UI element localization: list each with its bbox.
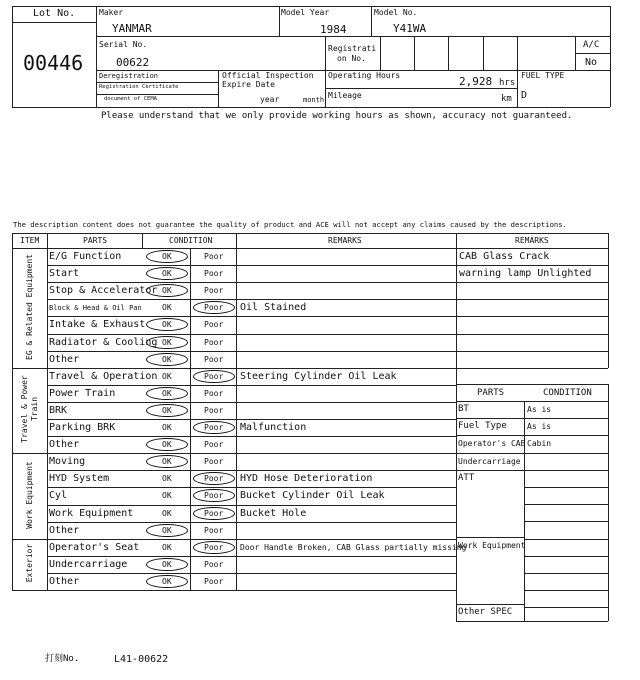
serial-label: Serial No. [99,40,148,49]
model-year-label: Model Year [281,8,330,17]
poor-option[interactable]: Poor [204,303,224,313]
hrs-unit: hrs [499,78,516,88]
ok-option[interactable]: OK [162,474,172,484]
fuel-type-label: FUEL TYPE [521,71,565,80]
part-label: Stop & Accelerator [49,285,158,297]
group-travel-label-2: Train [29,397,39,422]
part-label: Cyl [49,490,68,502]
selected-poor-circle [193,489,235,502]
dereg-doc: document of CEMA [104,96,157,102]
ok-option[interactable]: OK [162,525,172,535]
right-remarks-header: REMARKS [515,236,549,245]
disclaimer: The description content does not guarantee the quality of product and ACE will not accept any claims caused by the descriptions. [13,220,567,229]
col-item-header: ITEM [20,236,40,245]
selected-ok-circle [146,438,188,451]
ok-option[interactable]: OK [162,559,172,569]
ok-option[interactable]: OK [162,303,172,313]
group-work-label: Work Equipment [24,461,34,529]
year-label: year [260,95,280,104]
poor-option[interactable]: Poor [204,576,224,586]
right-condition-header: CONDITION [543,388,592,398]
ac-label: A/C [583,40,600,50]
right-part-label: Fuel Type [458,421,507,432]
part-label: BRK [49,404,68,416]
right-part-label: Operator's CAB [458,439,526,449]
poor-option[interactable]: Poor [204,559,224,569]
km-unit: km [501,94,512,104]
ok-option[interactable]: OK [162,440,172,450]
selected-ok-circle [146,336,188,349]
footer-value: L41-00622 [114,654,169,665]
right-remark-line: CAB Glass Crack [459,251,550,262]
selected-ok-circle [146,455,188,468]
part-label: Other [49,439,80,451]
operating-hours-label: Operating Hours [328,71,401,80]
right-parts-header: PARTS [477,388,505,398]
ok-option[interactable]: OK [162,286,172,296]
part-label: Other [49,575,80,587]
right-condition-value: Cabin [527,439,552,449]
selected-ok-circle [146,318,188,331]
remark-text: Door Handle Broken, CAB Glass partially missing [240,542,467,552]
registration-label-1: Registrati [328,44,377,53]
right-condition-value: As is [527,405,552,414]
part-label: Operator's Seat [49,541,140,553]
selected-poor-circle [193,301,235,314]
hours-notice: Please understand that we only provide working hours as shown, accuracy not guaranteed. [101,111,573,121]
selected-poor-circle [193,370,235,383]
ok-option[interactable]: OK [162,457,172,467]
ok-option[interactable]: OK [162,269,172,279]
selected-ok-circle [146,353,188,366]
poor-option[interactable]: Poor [204,252,224,261]
operating-hours-value: 2,928 [459,75,493,88]
selected-poor-circle [193,507,235,520]
selected-ok-circle [146,267,188,280]
poor-option[interactable]: Poor [204,320,224,330]
poor-option[interactable]: Poor [204,491,224,501]
poor-option[interactable]: Poor [204,440,224,450]
part-label: Undercarriage [49,558,128,570]
part-label: Moving [49,456,86,468]
selected-ok-circle [146,524,188,537]
remark-text: Bucket Cylinder Oil Leak [240,490,385,502]
ac-value: No [585,57,598,68]
remark-text: HYD Hose Deterioration [240,473,373,485]
poor-option[interactable]: Poor [204,269,224,279]
poor-option[interactable]: Poor [204,525,224,535]
serial-value: 00622 [116,56,150,69]
ok-option[interactable]: OK [162,508,172,518]
registration-label-2: on No. [337,54,366,63]
remark-text: Oil Stained [240,302,307,314]
fuel-type-value: D [521,90,528,101]
poor-option[interactable]: Poor [204,337,224,347]
part-label: Block & Head & Oil Pan [49,304,142,313]
right-remark-line: warning lamp Unlighted [459,268,592,280]
part-label: Power Train [49,387,116,399]
poor-option[interactable]: Poor [204,371,224,381]
selected-ok-circle [146,387,188,400]
remark-text: Steering Cylinder Oil Leak [240,370,397,382]
poor-option[interactable]: Poor [204,542,224,552]
ok-option[interactable]: OK [162,423,172,432]
poor-option[interactable]: Poor [204,508,224,518]
month-label: month [303,96,325,104]
poor-option[interactable]: Poor [204,423,224,432]
dereg-label: Deregistration [99,72,159,80]
mileage-label: Mileage [328,91,362,100]
selected-ok-circle [146,250,188,263]
poor-option[interactable]: Poor [204,354,224,364]
selected-ok-circle [146,404,188,417]
poor-option[interactable]: Poor [204,457,224,467]
poor-option[interactable]: Poor [204,474,224,484]
part-label: HYD System [49,473,110,485]
lot-number: 00446 [23,51,84,75]
ok-option[interactable]: OK [162,354,172,364]
ok-option[interactable]: OK [162,576,172,586]
footer-label: 打刻No. [45,654,80,664]
poor-option[interactable]: Poor [204,286,224,296]
inspection-label-1: Official Inspection [222,71,314,80]
part-label: Parking BRK [49,422,116,433]
part-label: Other [49,353,80,365]
selected-ok-circle [146,284,188,297]
ok-option[interactable]: OK [162,405,172,415]
group-eg-label: EG & Related Equipment [24,253,34,360]
remark-text: Bucket Hole [240,507,307,519]
other-spec-label: Other SPEC [458,607,513,617]
right-condition-value: As is [527,422,552,432]
col-remarks-header: REMARKS [328,236,362,245]
model-no-label: Model No. [374,8,418,17]
selected-poor-circle [193,541,235,554]
part-label: Start [49,268,80,280]
col-parts-header: PARTS [83,236,108,245]
group-exterior-label: Exterior [24,544,34,583]
work-equipment-label: Work Equipment [458,541,526,550]
inspection-label-2: Expire Date [222,80,275,89]
remark-text: Malfunction [240,422,307,433]
selected-poor-circle [193,472,235,485]
ok-option[interactable]: OK [162,371,172,381]
part-label: Intake & Exhaust [49,319,146,331]
model-no-value: Y41WA [393,22,427,35]
ok-option[interactable]: OK [162,388,172,398]
right-part-label: BT [458,404,469,414]
model-year-value: 1984 [320,23,347,36]
right-part-label: ATT [458,472,475,483]
dereg-cert: Registration Certificate [99,84,179,90]
maker-label: Maker [99,8,124,17]
part-label: Radiator & Cooling [49,336,158,348]
poor-option[interactable]: Poor [204,388,224,398]
part-label: Work Equipment [49,507,134,519]
ok-option[interactable]: OK [162,320,172,330]
maker-value: YANMAR [112,22,152,35]
lot-label: Lot No. [33,8,76,19]
selected-poor-circle [193,421,235,434]
selected-ok-circle [146,558,188,571]
col-condition-header: CONDITION [169,236,213,245]
ok-option[interactable]: OK [162,542,172,552]
right-part-label: Undercarriage [458,456,521,466]
ok-option[interactable]: OK [162,252,172,261]
part-label: Travel & Operation [49,370,158,382]
part-label: Other [49,524,80,536]
poor-option[interactable]: Poor [204,405,224,415]
selected-ok-circle [146,575,188,588]
part-label: E/G Function [49,251,122,262]
ok-option[interactable]: OK [162,491,172,501]
ok-option[interactable]: OK [162,337,172,347]
group-travel-label: Travel & Power [19,375,29,444]
